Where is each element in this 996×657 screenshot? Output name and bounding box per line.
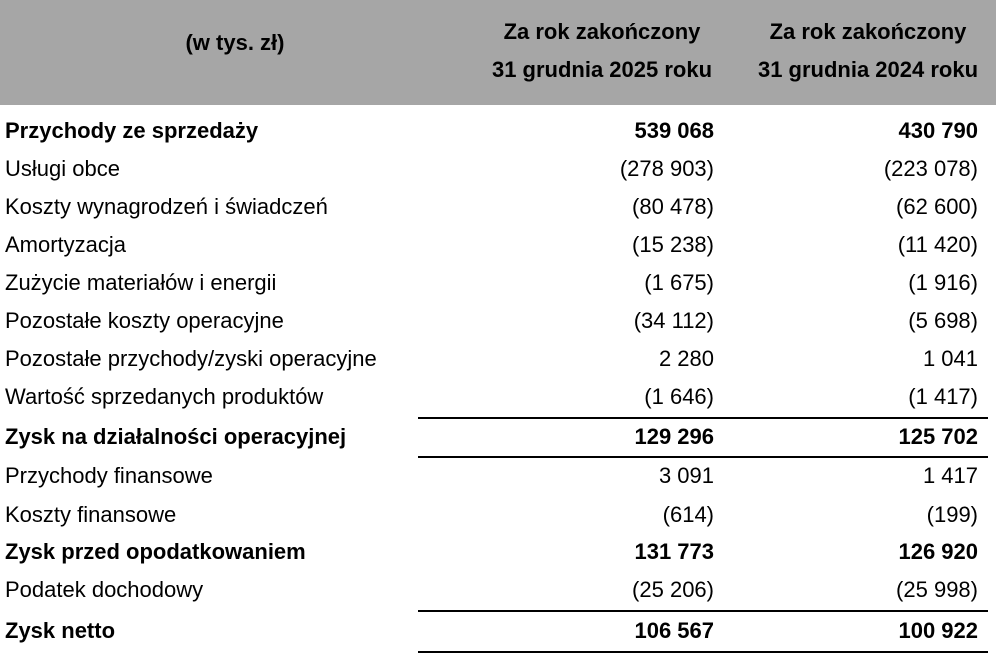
value-2025: 106 567 [634,618,714,643]
value-2024: (11 420) [897,232,978,257]
value-2024: 430 790 [898,118,978,143]
table-row [0,264,996,302]
row-label: Usługi obce [5,156,120,181]
table-row [0,188,996,226]
value-2024: (1 916) [908,270,978,295]
row-label: Przychody ze sprzedaży [5,118,259,143]
table-row [0,457,996,495]
value-2024: 126 920 [898,539,978,564]
table-row [0,612,996,650]
value-2025: (1 675) [644,270,714,295]
row-label: Amortyzacja [5,232,127,257]
column-header-2024-line2: 31 grudnia 2024 roku [757,57,979,82]
value-2024: (1 417) [908,384,978,409]
table-row [0,226,996,264]
table-row [0,302,996,340]
value-2025: (25 206) [632,577,714,602]
table-row [0,112,996,150]
row-label: Koszty finansowe [5,502,177,527]
table-row [0,340,996,378]
value-2025: 129 296 [634,424,714,449]
column-header-2025 [472,13,732,89]
value-2024: 125 702 [898,424,978,449]
row-label: Pozostałe przychody/zyski operacyjne [5,346,377,371]
row-label: Koszty wynagrodzeń i świadczeń [5,194,328,219]
value-2024: (199) [926,502,978,527]
value-2024: (62 600) [896,194,978,219]
table-row [0,418,996,456]
value-2024: (25 998) [896,577,978,602]
table-row [0,150,996,188]
row-label: Przychody finansowe [5,463,213,488]
row-label: Zysk netto [5,618,116,643]
row-label: Wartość sprzedanych produktów [5,384,324,409]
value-2024: 1 041 [922,346,978,371]
value-2025: (80 478) [632,194,714,219]
value-2024: (5 698) [908,308,978,333]
table-row [0,571,996,609]
column-header-2024-line1: Za rok zakończony [769,19,967,44]
row-label: Zysk na działalności operacyjnej [5,424,347,449]
row-label: Pozostałe koszty operacyjne [5,308,284,333]
column-header-2025-line2: 31 grudnia 2025 roku [491,57,713,82]
row-label: Podatek dochodowy [5,577,204,602]
value-2025: (34 112) [633,308,714,333]
value-2024: 1 417 [922,463,978,488]
value-2024: (223 078) [883,156,978,181]
value-2024: 100 922 [898,618,978,643]
value-2025: 131 773 [634,539,714,564]
table-row [0,496,996,534]
total-rule [418,651,988,653]
value-2025: (1 646) [644,384,714,409]
value-2025: 539 068 [634,118,714,143]
unit-label: (w tys. zł) [185,30,285,55]
value-2025: 3 091 [658,463,714,488]
value-2025: (15 238) [632,232,714,257]
table-header [0,0,996,105]
row-label: Zysk przed opodatkowaniem [5,539,306,564]
value-2025: (614) [662,502,714,527]
column-header-2025-line1: Za rok zakończony [503,19,701,44]
table-row [0,533,996,571]
row-label: Zużycie materiałów i energii [5,270,277,295]
table-row [0,378,996,416]
value-2025: 2 280 [658,346,714,371]
value-2025: (278 903) [619,156,714,181]
column-header-2024 [738,13,996,89]
